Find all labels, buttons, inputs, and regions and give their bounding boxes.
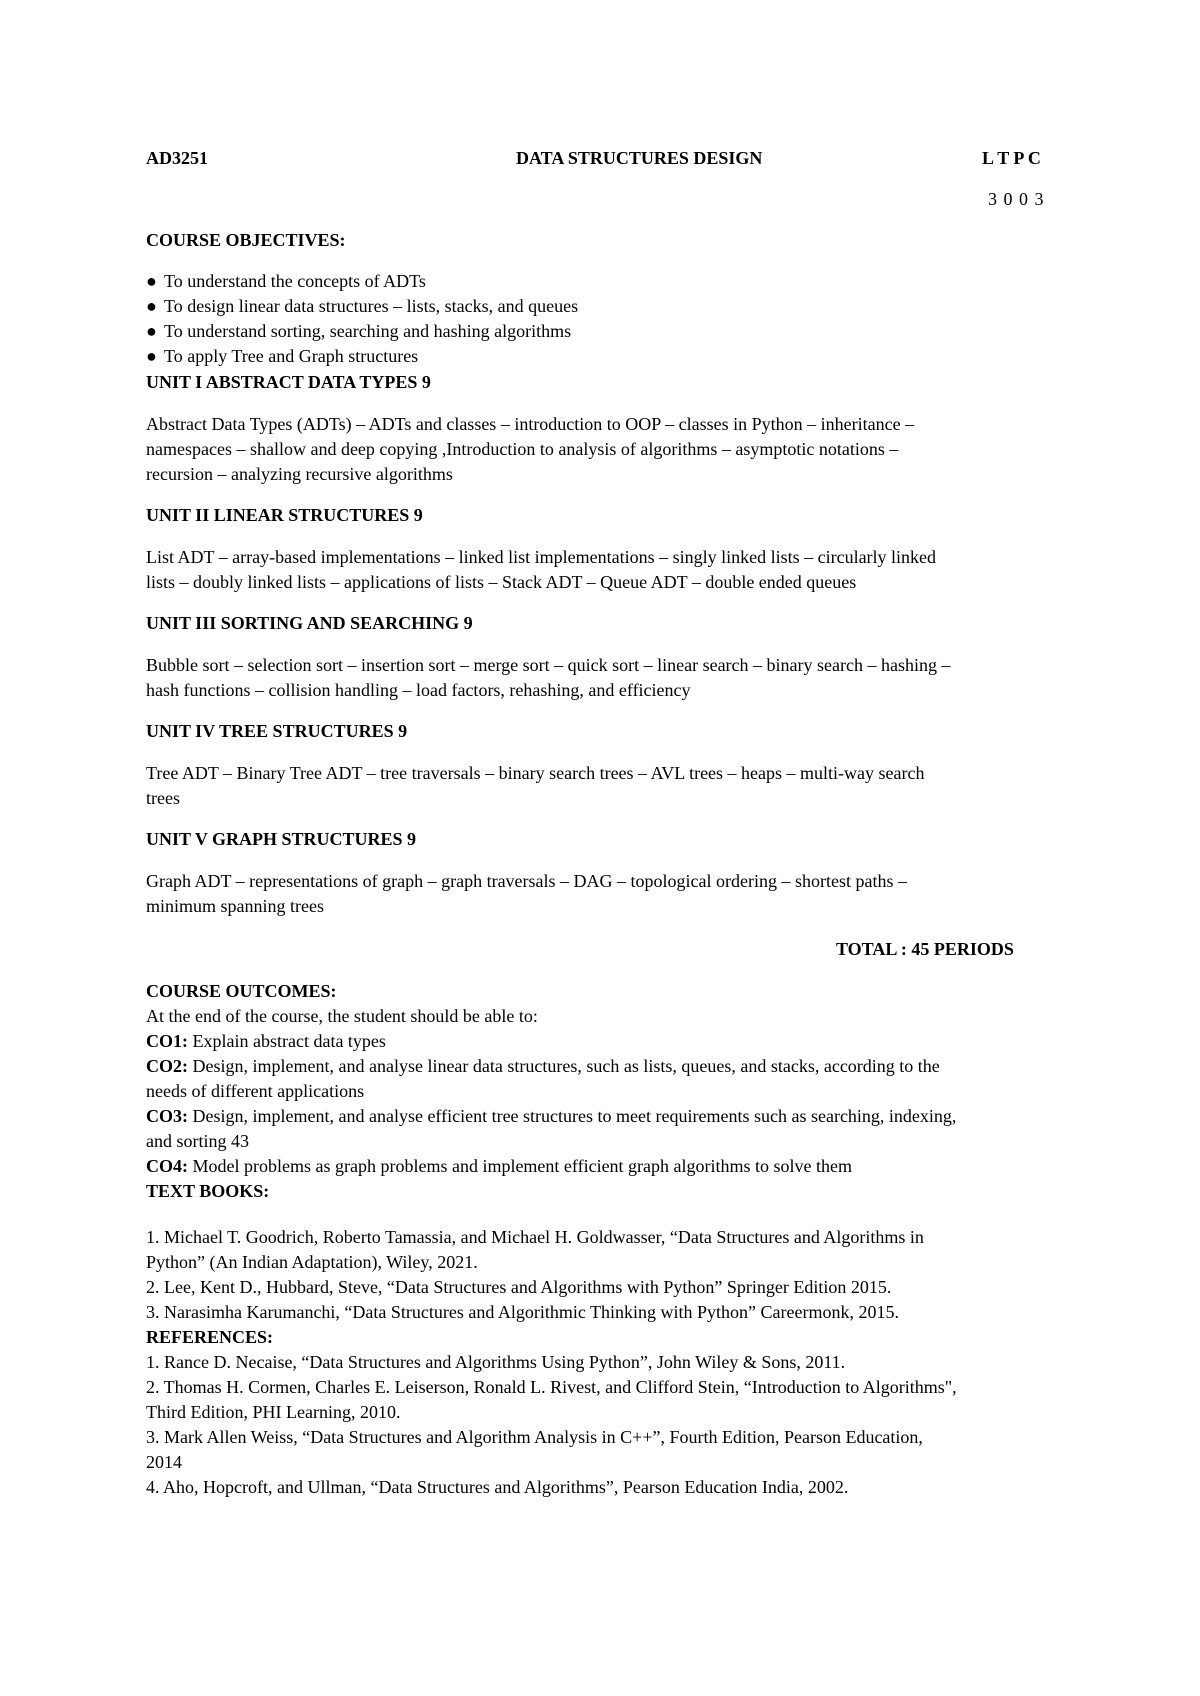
bullet-icon: ● bbox=[146, 346, 157, 366]
objective-item: ● To design linear data structures – lists, stacks, and queues bbox=[146, 294, 578, 319]
bullet-icon: ● bbox=[146, 271, 157, 291]
unit-5-heading: UNIT V GRAPH STRUCTURES 9 bbox=[146, 829, 417, 849]
unit-3-content: Bubble sort – selection sort – insertion sort – merge sort – quick sort – linear search – binary search – hashing – hash functions – collision handling – load factors, rehashing, and efficiency bbox=[146, 655, 951, 700]
objectives-list bbox=[146, 269, 578, 369]
ltpc-label: L T P C bbox=[982, 148, 1041, 168]
outcome-item: CO2: Design, implement, and analyse linear data structures, such as lists, queues, and stacks, according to the bbox=[146, 1056, 940, 1076]
objectives-heading: COURSE OBJECTIVES: bbox=[146, 230, 346, 250]
textbooks-heading: TEXT BOOKS: bbox=[146, 1181, 270, 1201]
course-code: AD3251 bbox=[146, 148, 208, 168]
credits-values: 3 0 0 3 bbox=[988, 189, 1045, 209]
outcome-item: CO3: Design, implement, and analyse efficient tree structures to meet requirements such as searching, indexing, bbox=[146, 1106, 957, 1126]
textbooks-list: 1. Michael T. Goodrich, Roberto Tamassia, and Michael H. Goldwasser, “Data Structures and Algorithms in Python” (An Indian Adaptation), Wiley, 2021. 2. Lee, Kent D., Hubbard, Steve, “Data Structures and Algorithms with Python” Springer Edition 2015. 3. Narasimha Karumanchi, “Data Structures and Algorithmic Thinking with Python” Careermonk, 2015. REFERENCES: 1. Rance D. Necaise, “Data Structures and Algorithms Using Python”, John Wiley & Sons, 2011. 2. Thomas H. Cormen, Charles E. Leiserson, Ronald L. Rivest, and Clifford Stein, “Introduction to Algorithms", Third Edition, PHI Learning, 2010. 3. Mark Allen Weiss, “Data Structures and Algorithm Analysis in C++”, Fourth Edition, Pearson Education, 2014 4. Aho, Hopcroft, and Ullman, “Data Structures and Algorithms”, Pearson Education India, 2002. bbox=[146, 1225, 1076, 1500]
unit-4-content: Tree ADT – Binary Tree ADT – tree traversals – binary search trees – AVL trees – heaps – multi-way search trees bbox=[146, 763, 925, 808]
total-periods: TOTAL : 45 PERIODS bbox=[836, 939, 1014, 959]
bullet-icon: ● bbox=[146, 321, 157, 341]
outcomes-content: At the end of the course, the student should be able to: CO1: Explain abstract data types CO2: Design, implement, and analyse linear data structures, such as lists, queues, and stacks, according to the needs of different applications CO3: Design, implement, and analyse efficient tree structures to meet requirements such as searching, indexing, and sorting 43 CO4: Model problems as graph problems and implement efficient graph algorithms to solve them TEXT BOOKS: bbox=[146, 1004, 1076, 1204]
unit-1-heading: UNIT I ABSTRACT DATA TYPES 9 bbox=[146, 372, 431, 392]
unit-3-heading: UNIT III SORTING AND SEARCHING 9 bbox=[146, 613, 473, 633]
outcomes-heading: COURSE OUTCOMES: bbox=[146, 981, 337, 1001]
unit-2-heading: UNIT II LINEAR STRUCTURES 9 bbox=[146, 505, 423, 525]
references-heading: REFERENCES: bbox=[146, 1327, 274, 1347]
objective-item: ● To apply Tree and Graph structures bbox=[146, 344, 578, 369]
outcomes-intro: At the end of the course, the student should be able to: bbox=[146, 1006, 538, 1026]
bullet-icon: ● bbox=[146, 296, 157, 316]
unit-2-content: List ADT – array-based implementations – linked list implementations – singly linked lists – circularly linked lists – doubly linked lists – applications of lists – Stack ADT – Queue ADT – double ended queues bbox=[146, 547, 937, 592]
outcome-item: CO1: Explain abstract data types bbox=[146, 1031, 386, 1051]
outcome-item: CO4: Model problems as graph problems and implement efficient graph algorithms to solve them bbox=[146, 1156, 853, 1176]
unit-1-content: Abstract Data Types (ADTs) – ADTs and classes – introduction to OOP – classes in Python – inheritance – namespaces – shallow and deep copying ,Introduction to analysis of algorithms – asymptotic notations – recursion – analyzing recursive algorithms bbox=[146, 414, 915, 484]
unit-4-heading: UNIT IV TREE STRUCTURES 9 bbox=[146, 721, 408, 741]
objective-item: ● To understand sorting, searching and hashing algorithms bbox=[146, 319, 578, 344]
objective-item: ● To understand the concepts of ADTs bbox=[146, 269, 578, 294]
unit-5-content: Graph ADT – representations of graph – graph traversals – DAG – topological ordering – shortest paths – minimum spanning trees bbox=[146, 871, 907, 916]
course-title: DATA STRUCTURES DESIGN bbox=[516, 148, 763, 168]
